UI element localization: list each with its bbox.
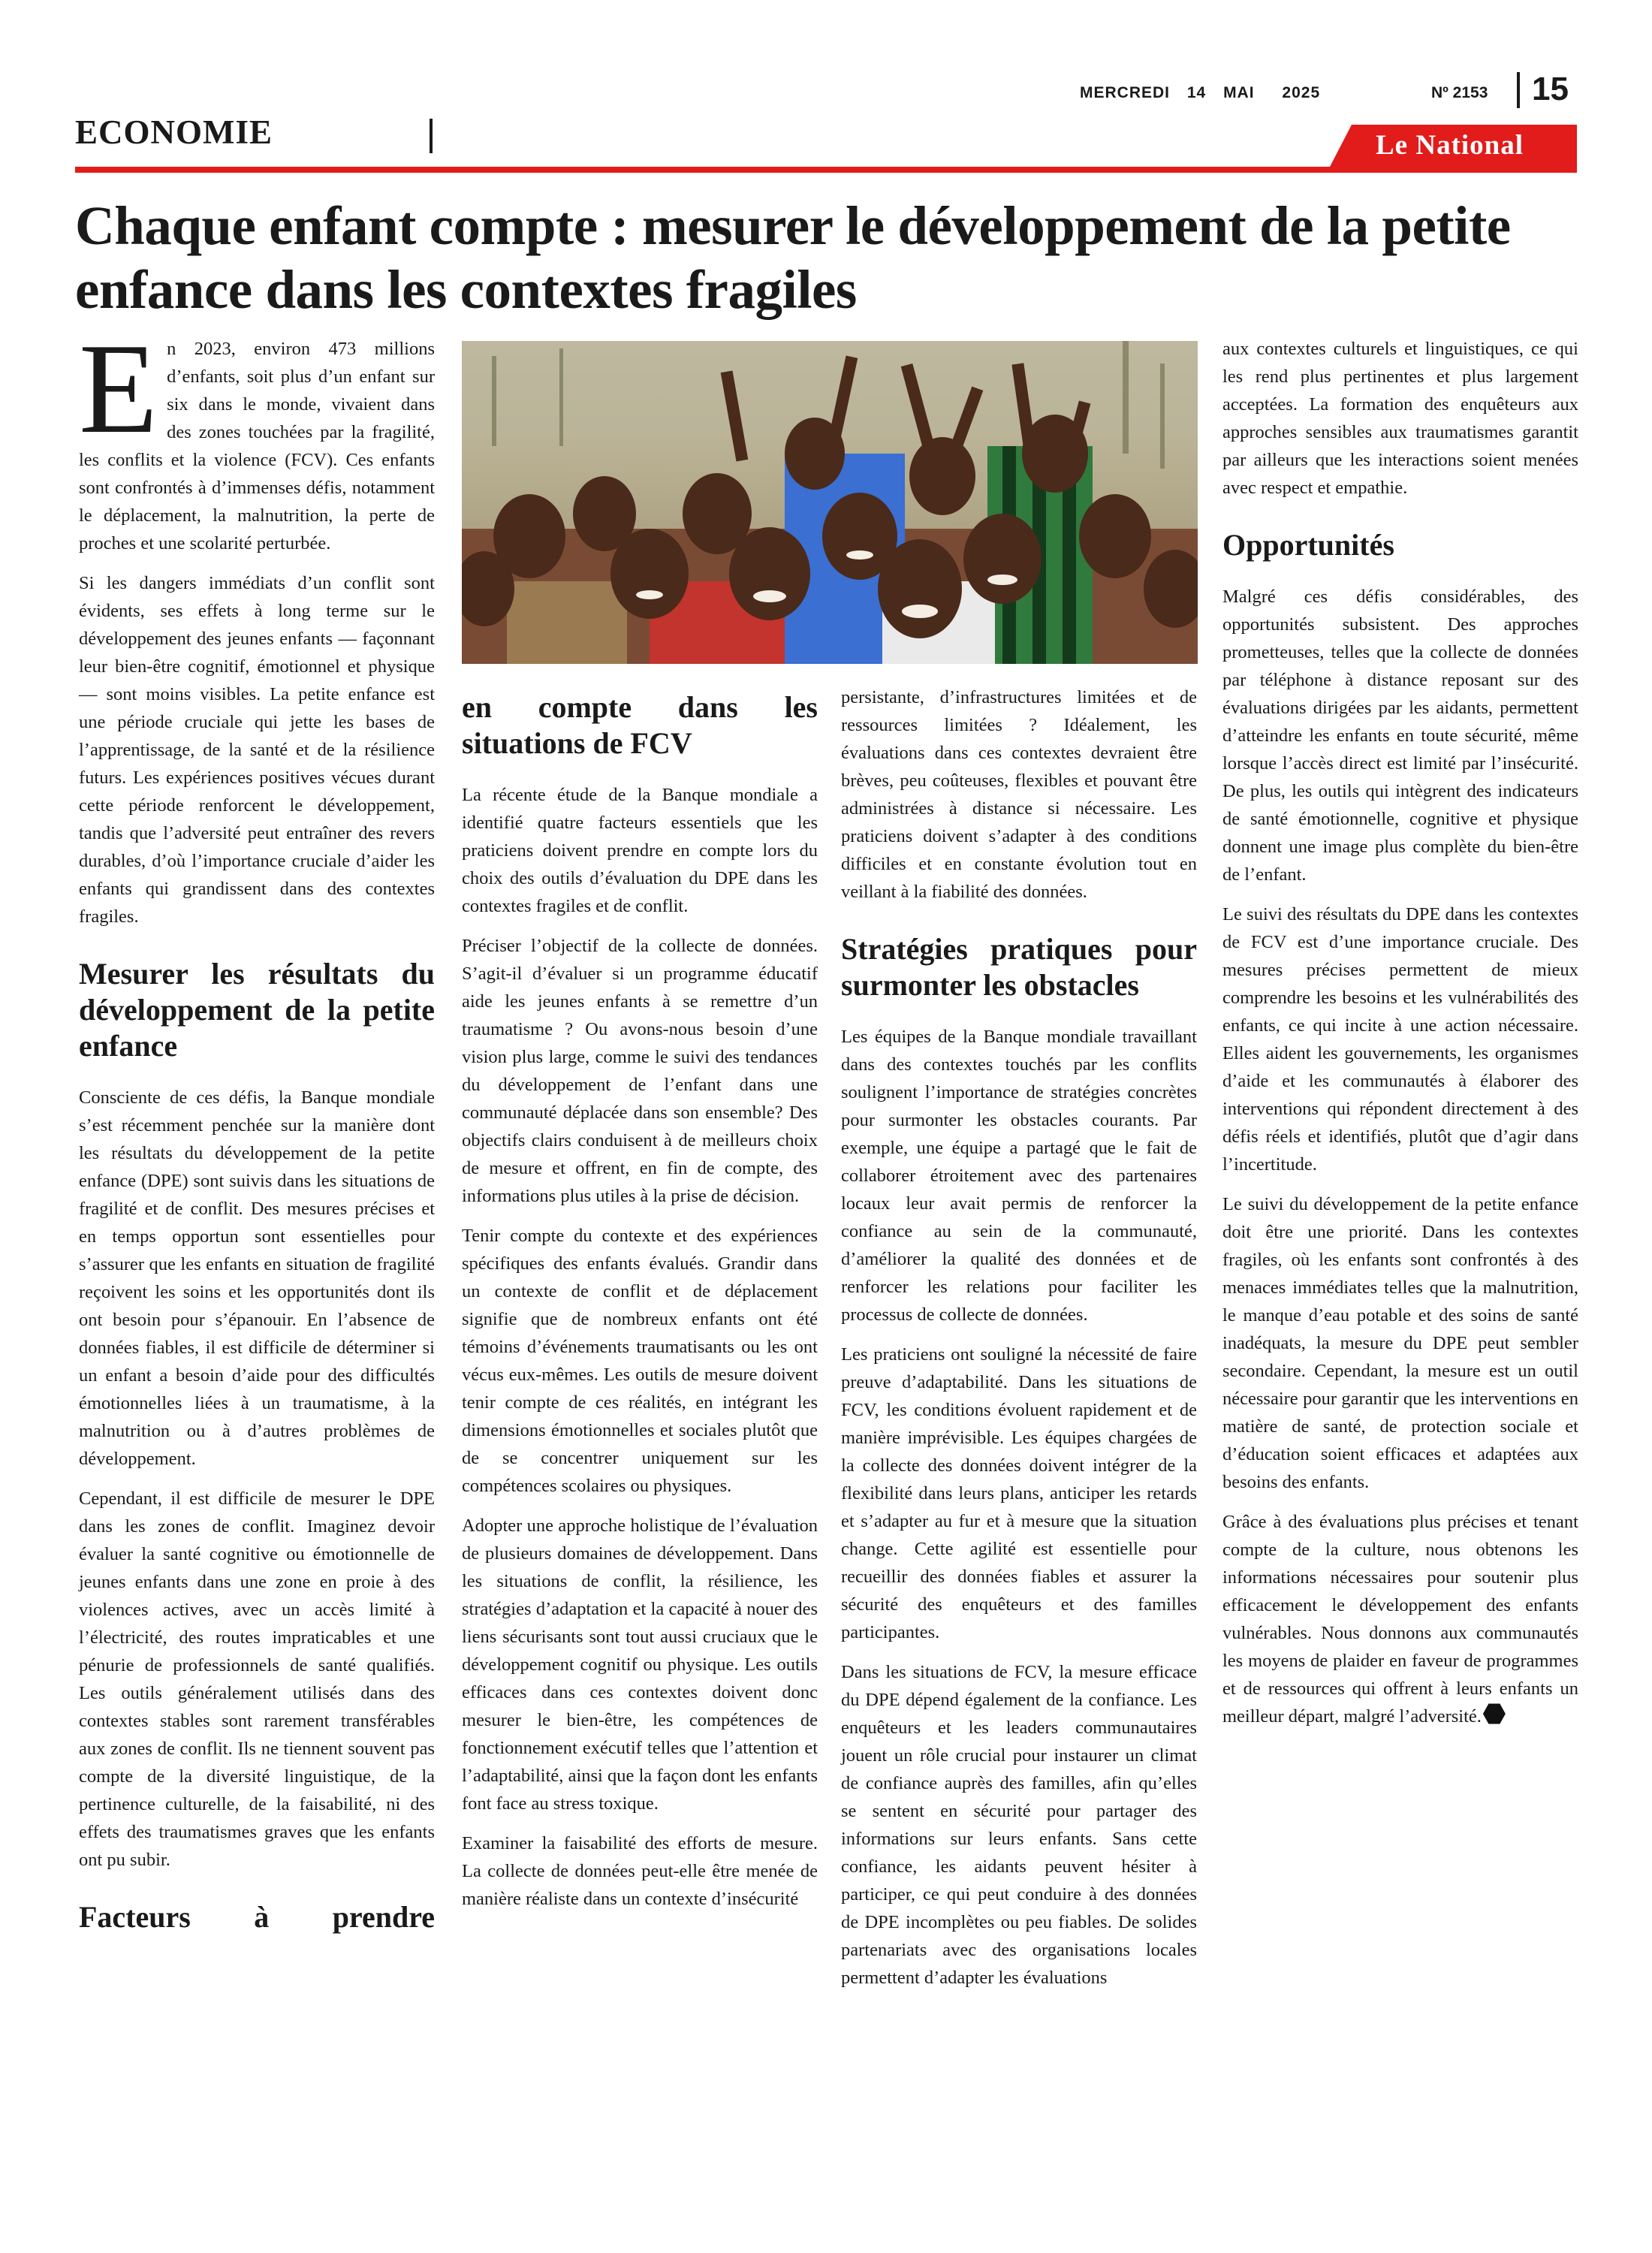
children-photo <box>462 341 1198 664</box>
page-number: 15 <box>1532 71 1569 107</box>
paragraph: Les praticiens ont souligné la nécessité de faire preuve d’adaptabilité. Dans les situations de FCV, les conditions évoluent rapidement et de manière imprévisible. Les équipes chargées de la collecte des données doivent intégrer de la flexibilité dans leurs plans, anticiper les retards et s’adapter au fur et à mesure que la situation change. Cette agilité est essentielle pour recueillir des données fiables et assurer la sécurité des enquêteurs et des familles participantes. <box>841 1344 1197 1642</box>
subheading: Opportunités <box>1222 528 1394 562</box>
section-title: ECONOMIE <box>75 113 273 151</box>
paragraph: Le suivi des résultats du DPE dans les contextes de FCV est d’une importance cruciale. Des mesures précises permettent de mieux comprendre les besoins et les vulnérabilités des enfants, ce qui incite à une action nécessaire. Elles aident les gouvernements, les organismes d’aide et les communautés à élaborer des interventions qui répondent directement à des défis réels et identifiés, plutôt que d’agir dans l’incertitude. <box>1222 904 1578 1175</box>
paragraph: Préciser l’objectif de la collecte de données. S’agit-il d’évaluer si un programme éducatif aide les jeunes enfants à se remettre d’un traumatisme ? Ou avons-nous besoin d’une vision plus large, comme le suivi des tendances du développement de l’enfant dans une communauté déplacée dans son ensemble? Des objectifs clairs conduisent à de meilleurs choix de mesure et offrent, en fin de compte, des informations plus utiles à la prise de décision. <box>462 936 818 1206</box>
article-column-2 <box>462 689 818 1925</box>
paragraph: Examiner la faisabilité des efforts de mesure. La collecte de données peut-elle être menée de manière réaliste dans un contexte d’insécurité <box>462 1833 818 1909</box>
date-day: MERCREDI <box>1080 84 1171 101</box>
paragraph: Si les dangers immédiats d’un conflit sont évidents, ses effets à long terme sur le développement des jeunes enfants — façonnant leur bien-être cognitif, émotionnel et physique — sont moins visibles. La petite enfance est une période cruciale qui jette les bases de l’apprentissage, de la santé et de la résilience futurs. Les expériences positives vécues durant cette période renforcent le développement, tandis que l’adversité peut entraîner des revers durables, d’où l’importance cruciale d’aider les enfants qui grandissent dans des contextes fragiles. <box>79 573 435 927</box>
paragraph: Dans les situations de FCV, la mesure efficace du DPE dépend également de la confiance. Les enquêteurs et les leaders communautaires jouent un rôle crucial pour instaurer un climat de confiance auprès des familles, afin qu’elles se sentent en sécurité pour partager des informations sur leurs enfants. Sans cette confiance, les aidants peuvent hésiter à participer, ce qui peut conduire à des données de DPE incomplètes ou peu fiables. De solides partenariats avec des organisations locales permettent d’adapter les évaluations <box>841 1662 1197 1988</box>
subheading: Facteurs à prendre <box>79 1900 435 1934</box>
header-rule <box>75 167 1577 173</box>
article-column-3 <box>841 683 1197 2004</box>
issue-number: Nº 2153 <box>1431 84 1488 101</box>
paragraph-text: n 2023, environ 473 millions d’enfants, soit plus d’un enfant sur six dans le monde, vivaient dans des zones touchées par la fragilité, les conflits et la violence (FCV). Ces enfants sont confrontés à d’immenses défis, notamment le déplacement, la malnutrition, la perte de proches et une scolarité perturbée. <box>79 339 435 553</box>
paragraph-text: Grâce à des évaluations plus précises et tenant compte de la culture, nous obtenons les informations nécessaires pour soutenir plus efficacement le développement des enfants vulnérables. Nous donnons aux communautés les moyens de plaider en faveur de programmes et de ressources qui offrent à leurs enfants un meilleur départ, malgré l’adversité. <box>1222 1512 1578 1727</box>
paragraph: Consciente de ces défis, la Banque mondiale s’est récemment penchée sur la manière dont les résultats du développement de la petite enfance (DPE) sont suivis dans les situations de fragilité et de conflit. Des mesures précises et en temps opportun sont essentielles pour s’assurer que les enfants en situation de fragilité reçoivent les soins et les opportunités dont ils ont besoin pour s’épanouir. En l’absence de données fiables, il est difficile de déterminer si un enfant a besoin d’aide pour des difficultés émotionnelles liées à un traumatisme, à la malnutrition ou à d’autres problèmes de développement. <box>79 1087 435 1469</box>
paragraph: Le suivi du développement de la petite enfance doit être une priorité. Dans les contextes fragiles, où les enfants sont confrontés à des menaces immédiates telles que la malnutrition, le manque d’eau potable et des soins de santé inadéquats, la mesure du DPE peut sembler secondaire. Cependant, la mesure est un outil nécessaire pour garantir que les interventions en matière de santé, de protection sociale et d’éducation soient efficaces et adaptées aux besoins des enfants. <box>1222 1194 1578 1492</box>
intro-paragraph <box>79 318 435 557</box>
paragraph: Tenir compte du contexte et des expériences spécifiques des enfants évalués. Grandir dans un contexte de conflit et de déplacement signifie que de nombreux enfants ont été témoins d’événements traumatisants ou les ont vécus eux-mêmes. Les outils de mesure doivent tenir compte de ces réalités, en intégrant les dimensions émotionnelles et sociales plutôt que de se concentrer uniquement sur les compétences scolaires ou physiques. <box>462 1226 818 1496</box>
article-end-icon <box>1483 1703 1506 1725</box>
section-divider <box>430 119 433 153</box>
date-month: MAI <box>1223 84 1255 101</box>
issue-date <box>1080 84 1332 102</box>
article-column-4 <box>1222 335 1578 1742</box>
paragraph: Adopter une approche holistique de l’évaluation de plusieurs domaines de développement. Dans les situations de conflit, la résilience, les stratégies d’adaptation et la capacité à nouer des liens sécurisants sont tout aussi cruciaux que le développement cognitif ou physique. Les outils efficaces dans ces contextes doivent donc mesurer le bien-être, les compétences de fonctionnement exécutif telles que l’attention et l’adaptabilité, ainsi que la façon dont les enfants font face au stress toxique. <box>462 1516 818 1814</box>
paragraph: Malgré ces défis considérables, des opportunités subsistent. Des approches prometteuses, telles que la collecte de données par téléphone à distance reposant sur des évaluations dirigées par les aidants, permettent d’atteindre les enfants en toute sécurité, même lorsque l’accès direct est limité par l’insécurité. De plus, les outils qui intègrent des indicateurs de santé émotionnelle, cognitive et physique donnent une image plus complète du bien-être de l’enfant. <box>1222 587 1578 885</box>
paragraph: persistante, d’infrastructures limitées et de ressources limitées ? Idéalement, les évaluations dans ces contextes devraient être brèves, peu coûteuses, flexibles et pouvant être administrées à distance si nécessaire. Les praticiens doivent s’adapter à des conditions difficiles et en constante évolution tout en veillant à la fiabilité des données. <box>841 687 1197 902</box>
article-headline: Chaque enfant compte : mesurer le développement de la petite enfance dans les contextes fragiles <box>75 195 1511 320</box>
paragraph: Les équipes de la Banque mondiale travaillant dans des contextes touchés par les conflits soulignent l’importance de stratégies concrètes pour surmonter les obstacles courants. Par exemple, une équipe a partagé que le fait de collaborer étroitement avec des partenaires locaux leur avait permis de renforcer la confiance au sein de la communauté, d’améliorer la qualité des données et de renforcer les relations pour faciliter les processus de collecte de données. <box>841 1027 1197 1325</box>
header-divider <box>1517 72 1520 108</box>
subheading: Stratégies pratiques pour surmonter les obstacles <box>841 932 1197 1002</box>
subheading: Mesurer les résultats du développement de la petite enfance <box>79 957 435 1063</box>
closing-paragraph <box>1222 1508 1578 1730</box>
subheading: en compte dans les situations de FCV <box>462 690 818 760</box>
date-year: 2025 <box>1282 84 1321 101</box>
paragraph: La récente étude de la Banque mondiale a identifié quatre facteurs essentiels que les praticiens doivent prendre en compte lors du choix des outils d’évaluation du DPE dans les contextes fragiles et de conflit. <box>462 785 818 916</box>
article-column-1 <box>79 318 435 1955</box>
brand-name: Le National <box>1376 130 1524 161</box>
date-number: 14 <box>1186 84 1207 101</box>
paragraph: Cependant, il est difficile de mesurer le DPE dans les zones de conflit. Imaginez devoir évaluer la santé cognitive ou émotionnelle de jeunes enfants dans une zone en proie à des violences actives, avec un accès limité à l’électricité, des routes impraticables et une pénurie de professionnels de santé qualifiés. Les outils généralement utilisés dans des contextes stables sont rarement transférables aux zones de conflit. Ils ne tiennent souvent pas compte de la diversité linguistique, de la pertinence culturelle, de la faisabilité, ni des effets des traumatismes graves que les enfants ont pu subir. <box>79 1488 435 1870</box>
paragraph: aux contextes culturels et linguistiques, ce qui les rend plus pertinentes et plus largement acceptées. La formation des enquêteurs aux approches sensibles aux traumatismes garantit par ailleurs que les interactions soient menées avec respect et empathie. <box>1222 339 1578 498</box>
drop-cap: E <box>79 318 158 460</box>
